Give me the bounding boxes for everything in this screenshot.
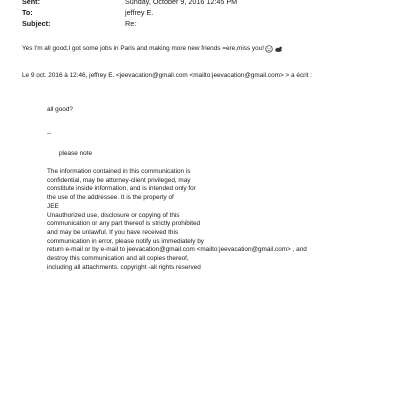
disclaimer-line: communication or any part thereof is strictly prohibited — [47, 220, 201, 228]
disclaimer-line: The information contained in this communication is — [47, 168, 191, 175]
reply-text — [22, 45, 283, 55]
sent-value: Sunday, October 9, 2016 12:45 PM — [125, 0, 238, 6]
quote-header: Le 9 oct. 2016 à 12:46, jeffrey E. <jeevacation@gmail.com <mailto:jeevacation@gmail.com> > a écrit : — [22, 72, 312, 79]
disclaimer-line: JEE — [47, 202, 59, 210]
disclaimer-line: return e-mail or by e-mail to jeevacation@gmail.com <mailto:jeevacation@gmail.com> , and — [47, 246, 307, 254]
disclaimer-line: including all attachments. copyright -all rights reserved — [47, 263, 201, 271]
quoted-greeting: all good? — [47, 106, 73, 113]
disclaimer-line: Unauthorized use, disclosure or copying of this — [47, 211, 180, 219]
subject-label: Subject: — [22, 19, 51, 28]
disclaimer-block — [47, 168, 307, 272]
reply-body: Yes I'm all good,I got some jobs in Paris and making more new friends =ere,miss you! — [22, 45, 264, 52]
to-value: jeffrey E. — [125, 8, 154, 17]
sent-label: Sent: — [22, 0, 40, 6]
disclaimer-line: communication in error, please notify us immediately by — [47, 237, 204, 245]
to-label: To: — [22, 8, 33, 17]
disclaimer-line: constitute inside information, and is intended only for — [47, 185, 196, 193]
face-emoji-icon — [265, 45, 273, 54]
quoted-note: please note — [59, 150, 93, 157]
subject-value: Re: — [125, 19, 137, 28]
disclaimer-line: and may be unlawful. If you have received this — [47, 228, 179, 236]
hand-emoji-icon — [274, 45, 283, 54]
disclaimer-line: destroy this communication and all copies thereof, — [47, 255, 189, 263]
disclaimer-line: the use of the addressee. It is the property of — [47, 194, 174, 202]
disclaimer-line: confidential, may be attorney-client privileged, may — [47, 176, 191, 184]
signature-separator: -- — [47, 130, 52, 137]
